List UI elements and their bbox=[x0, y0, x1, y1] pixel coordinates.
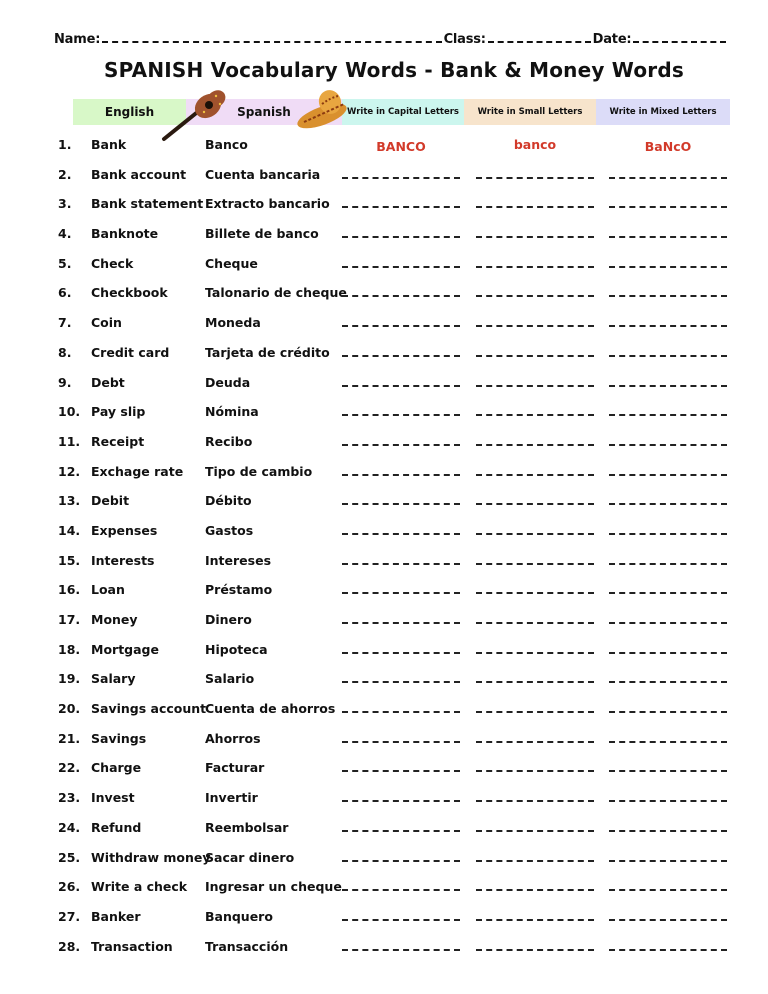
spanish-word: Ingresar un cheque bbox=[205, 879, 342, 895]
capital-blank[interactable] bbox=[342, 563, 460, 565]
row-number: 20. bbox=[58, 701, 81, 717]
mixed-blank[interactable] bbox=[609, 741, 727, 743]
example-mixed: BaNcO bbox=[644, 139, 692, 154]
small-blank[interactable] bbox=[476, 503, 594, 505]
spanish-word: Recibo bbox=[205, 433, 253, 449]
small-blank[interactable] bbox=[476, 414, 594, 416]
row-number: 2. bbox=[58, 166, 72, 182]
english-word: Withdraw money bbox=[91, 849, 211, 865]
mixed-blank[interactable] bbox=[609, 177, 727, 179]
capital-blank[interactable] bbox=[342, 622, 460, 624]
capital-blank[interactable] bbox=[342, 681, 460, 683]
english-word: Receipt bbox=[91, 433, 145, 449]
example-capital: BANCO bbox=[376, 139, 426, 154]
mixed-blank[interactable] bbox=[609, 385, 727, 387]
spanish-word: Préstamo bbox=[205, 582, 273, 598]
spanish-word: Intereses bbox=[205, 552, 272, 568]
spanish-word: Moneda bbox=[205, 315, 261, 331]
row-number: 8. bbox=[58, 344, 72, 360]
small-blank[interactable] bbox=[476, 949, 594, 951]
capital-blank[interactable] bbox=[342, 385, 460, 387]
word-row bbox=[0, 814, 768, 844]
english-word: Bank account bbox=[91, 166, 187, 182]
word-row bbox=[0, 309, 768, 339]
word-row bbox=[0, 458, 768, 488]
row-number: 5. bbox=[58, 255, 72, 271]
mixed-blank[interactable] bbox=[609, 889, 727, 891]
spanish-word: Transacción bbox=[205, 938, 289, 954]
mixed-blank[interactable] bbox=[609, 681, 727, 683]
english-word: Debt bbox=[91, 374, 125, 390]
english-word: Debit bbox=[91, 493, 130, 509]
mixed-blank[interactable] bbox=[609, 325, 727, 327]
row-number: 18. bbox=[58, 641, 81, 657]
mixed-blank[interactable] bbox=[609, 949, 727, 951]
word-row bbox=[0, 784, 768, 814]
capital-blank[interactable] bbox=[342, 889, 460, 891]
student-info-line bbox=[54, 31, 728, 47]
small-blank[interactable] bbox=[476, 474, 594, 476]
spanish-word: Talonario de cheque bbox=[205, 285, 347, 301]
capital-blank[interactable] bbox=[342, 711, 460, 713]
class-label: Class: bbox=[443, 32, 486, 47]
small-blank[interactable] bbox=[476, 355, 594, 357]
capital-blank[interactable] bbox=[342, 414, 460, 416]
mixed-blank[interactable] bbox=[609, 919, 727, 921]
spanish-word: Billete de banco bbox=[205, 226, 319, 242]
small-blank[interactable] bbox=[476, 770, 594, 772]
small-blank[interactable] bbox=[476, 622, 594, 624]
english-word: Bank bbox=[91, 137, 127, 152]
word-row bbox=[0, 606, 768, 636]
english-word: Exchage rate bbox=[91, 463, 184, 479]
row-number: 27. bbox=[58, 908, 81, 924]
name-field[interactable] bbox=[102, 31, 441, 43]
spanish-word: Banquero bbox=[205, 908, 273, 924]
word-row bbox=[0, 190, 768, 220]
header-english: English bbox=[73, 99, 186, 125]
mixed-blank[interactable] bbox=[609, 236, 727, 238]
row-number: 21. bbox=[58, 730, 81, 746]
word-row bbox=[0, 873, 768, 903]
english-word: Money bbox=[91, 612, 138, 627]
row-number: 15. bbox=[58, 552, 81, 568]
row-number: 23. bbox=[58, 790, 81, 806]
name-label: Name: bbox=[54, 32, 101, 47]
capital-blank[interactable] bbox=[342, 177, 460, 179]
row-number: 1. bbox=[58, 137, 72, 152]
row-number: 28. bbox=[58, 938, 81, 954]
word-row bbox=[0, 428, 768, 458]
row-number: 17. bbox=[58, 612, 81, 627]
english-word: Expenses bbox=[91, 522, 158, 538]
mixed-blank[interactable] bbox=[609, 592, 727, 594]
small-blank[interactable] bbox=[476, 177, 594, 179]
word-row bbox=[0, 665, 768, 695]
capital-blank[interactable] bbox=[342, 325, 460, 327]
row-number: 9. bbox=[58, 374, 72, 390]
word-row bbox=[0, 725, 768, 755]
english-word: Interests bbox=[91, 552, 155, 568]
capital-blank[interactable] bbox=[342, 741, 460, 743]
date-field[interactable] bbox=[633, 31, 726, 43]
header-capital: Write in Capital Letters bbox=[342, 99, 464, 125]
row-number: 3. bbox=[58, 196, 72, 212]
row-number: 22. bbox=[58, 760, 81, 776]
small-blank[interactable] bbox=[476, 563, 594, 565]
row-number: 26. bbox=[58, 879, 81, 895]
english-word: Mortgage bbox=[91, 641, 159, 657]
capital-blank[interactable] bbox=[342, 652, 460, 654]
mixed-blank[interactable] bbox=[609, 355, 727, 357]
small-blank[interactable] bbox=[476, 444, 594, 446]
row-number: 10. bbox=[58, 404, 81, 420]
example-small: banco bbox=[513, 137, 557, 152]
mixed-blank[interactable] bbox=[609, 266, 727, 268]
row-number: 6. bbox=[58, 285, 72, 301]
spanish-word: Salario bbox=[205, 671, 255, 687]
spanish-word: Banco bbox=[205, 137, 248, 152]
capital-blank[interactable] bbox=[342, 444, 460, 446]
header-mixed: Write in Mixed Letters bbox=[596, 99, 730, 125]
english-word: Banknote bbox=[91, 226, 159, 242]
spanish-word: Gastos bbox=[205, 522, 254, 538]
mixed-blank[interactable] bbox=[609, 711, 727, 713]
word-row bbox=[0, 279, 768, 309]
english-word: Write a check bbox=[91, 879, 188, 895]
spanish-word: Cheque bbox=[205, 255, 258, 271]
spanish-word: Facturar bbox=[205, 760, 265, 776]
mixed-blank[interactable] bbox=[609, 474, 727, 476]
small-blank[interactable] bbox=[476, 652, 594, 654]
capital-blank[interactable] bbox=[342, 355, 460, 357]
date-label: Date: bbox=[592, 32, 632, 47]
word-row bbox=[0, 754, 768, 784]
spanish-word: Cuenta bancaria bbox=[205, 166, 321, 182]
mixed-blank[interactable] bbox=[609, 800, 727, 802]
small-blank[interactable] bbox=[476, 236, 594, 238]
word-row bbox=[0, 250, 768, 280]
english-word: Transaction bbox=[91, 938, 173, 954]
small-blank[interactable] bbox=[476, 385, 594, 387]
capital-blank[interactable] bbox=[342, 800, 460, 802]
vocabulary-list bbox=[0, 131, 768, 962]
mixed-blank[interactable] bbox=[609, 503, 727, 505]
capital-blank[interactable] bbox=[342, 533, 460, 535]
small-blank[interactable] bbox=[476, 325, 594, 327]
english-word: Coin bbox=[91, 315, 122, 331]
mixed-blank[interactable] bbox=[609, 860, 727, 862]
spanish-word: Reembolsar bbox=[205, 819, 289, 835]
word-row bbox=[0, 339, 768, 369]
capital-blank[interactable] bbox=[342, 474, 460, 476]
english-word: Savings bbox=[91, 730, 147, 746]
row-number: 24. bbox=[58, 819, 81, 835]
small-blank[interactable] bbox=[476, 919, 594, 921]
small-blank[interactable] bbox=[476, 592, 594, 594]
capital-blank[interactable] bbox=[342, 236, 460, 238]
row-number: 13. bbox=[58, 493, 81, 509]
spanish-word: Ahorros bbox=[205, 730, 261, 746]
word-row bbox=[0, 844, 768, 874]
english-word: Checkbook bbox=[91, 285, 168, 301]
word-row bbox=[0, 161, 768, 191]
mixed-blank[interactable] bbox=[609, 622, 727, 624]
spanish-word: Hipoteca bbox=[205, 641, 268, 657]
row-number: 19. bbox=[58, 671, 81, 687]
capital-blank[interactable] bbox=[342, 860, 460, 862]
header-small: Write in Small Letters bbox=[464, 99, 596, 125]
spanish-word: Tarjeta de crédito bbox=[205, 344, 330, 360]
capital-blank[interactable] bbox=[342, 295, 460, 297]
mixed-blank[interactable] bbox=[609, 563, 727, 565]
mixed-blank[interactable] bbox=[609, 652, 727, 654]
small-blank[interactable] bbox=[476, 860, 594, 862]
row-number: 14. bbox=[58, 522, 81, 538]
mixed-blank[interactable] bbox=[609, 830, 727, 832]
word-row bbox=[0, 576, 768, 606]
small-blank[interactable] bbox=[476, 533, 594, 535]
word-row bbox=[0, 933, 768, 963]
spanish-word: Tipo de cambio bbox=[205, 463, 313, 479]
mixed-blank[interactable] bbox=[609, 295, 727, 297]
header-spanish: Spanish bbox=[186, 99, 342, 125]
row-number: 12. bbox=[58, 463, 81, 479]
english-word: Invest bbox=[91, 790, 135, 806]
small-blank[interactable] bbox=[476, 889, 594, 891]
mixed-blank[interactable] bbox=[609, 444, 727, 446]
small-blank[interactable] bbox=[476, 206, 594, 208]
capital-blank[interactable] bbox=[342, 266, 460, 268]
spanish-word: Cuenta de ahorros bbox=[205, 701, 336, 717]
small-blank[interactable] bbox=[476, 741, 594, 743]
spanish-word: Sacar dinero bbox=[205, 849, 295, 865]
small-blank[interactable] bbox=[476, 711, 594, 713]
capital-blank[interactable] bbox=[342, 503, 460, 505]
capital-blank[interactable] bbox=[342, 770, 460, 772]
english-word: Loan bbox=[91, 582, 125, 598]
word-row bbox=[0, 517, 768, 547]
mixed-blank[interactable] bbox=[609, 206, 727, 208]
small-blank[interactable] bbox=[476, 266, 594, 268]
mixed-blank[interactable] bbox=[609, 770, 727, 772]
class-field[interactable] bbox=[488, 31, 591, 43]
sombrero-icon bbox=[296, 88, 352, 130]
english-word: Savings account bbox=[91, 701, 207, 717]
spanish-word: Extracto bancario bbox=[205, 196, 330, 212]
mixed-blank[interactable] bbox=[609, 414, 727, 416]
spanish-word: Invertir bbox=[205, 790, 258, 806]
small-blank[interactable] bbox=[476, 295, 594, 297]
capital-blank[interactable] bbox=[342, 830, 460, 832]
english-word: Bank statement bbox=[91, 196, 204, 212]
capital-blank[interactable] bbox=[342, 949, 460, 951]
row-number: 16. bbox=[58, 582, 81, 598]
word-row bbox=[0, 131, 768, 161]
english-word: Check bbox=[91, 255, 134, 271]
spanish-word: Dinero bbox=[205, 612, 252, 627]
english-word: Refund bbox=[91, 819, 142, 835]
word-row bbox=[0, 547, 768, 577]
english-word: Charge bbox=[91, 760, 142, 776]
row-number: 7. bbox=[58, 315, 72, 331]
word-row bbox=[0, 398, 768, 428]
page-title: SPANISH Vocabulary Words - Bank & Money Words bbox=[104, 58, 684, 82]
row-number: 11. bbox=[58, 433, 81, 449]
capital-blank[interactable] bbox=[342, 206, 460, 208]
english-word: Pay slip bbox=[91, 404, 146, 420]
capital-blank[interactable] bbox=[342, 592, 460, 594]
small-blank[interactable] bbox=[476, 800, 594, 802]
small-blank[interactable] bbox=[476, 830, 594, 832]
word-row bbox=[0, 903, 768, 933]
word-row bbox=[0, 487, 768, 517]
capital-blank[interactable] bbox=[342, 919, 460, 921]
english-word: Credit card bbox=[91, 344, 170, 360]
word-row bbox=[0, 220, 768, 250]
row-number: 4. bbox=[58, 226, 72, 242]
english-word: Banker bbox=[91, 908, 141, 924]
spanish-word: Débito bbox=[205, 493, 252, 509]
spanish-word: Nómina bbox=[205, 404, 259, 420]
word-row bbox=[0, 369, 768, 399]
english-word: Salary bbox=[91, 671, 136, 687]
spanish-word: Deuda bbox=[205, 374, 251, 390]
word-row bbox=[0, 636, 768, 666]
word-row bbox=[0, 695, 768, 725]
row-number: 25. bbox=[58, 849, 81, 865]
mixed-blank[interactable] bbox=[609, 533, 727, 535]
small-blank[interactable] bbox=[476, 681, 594, 683]
